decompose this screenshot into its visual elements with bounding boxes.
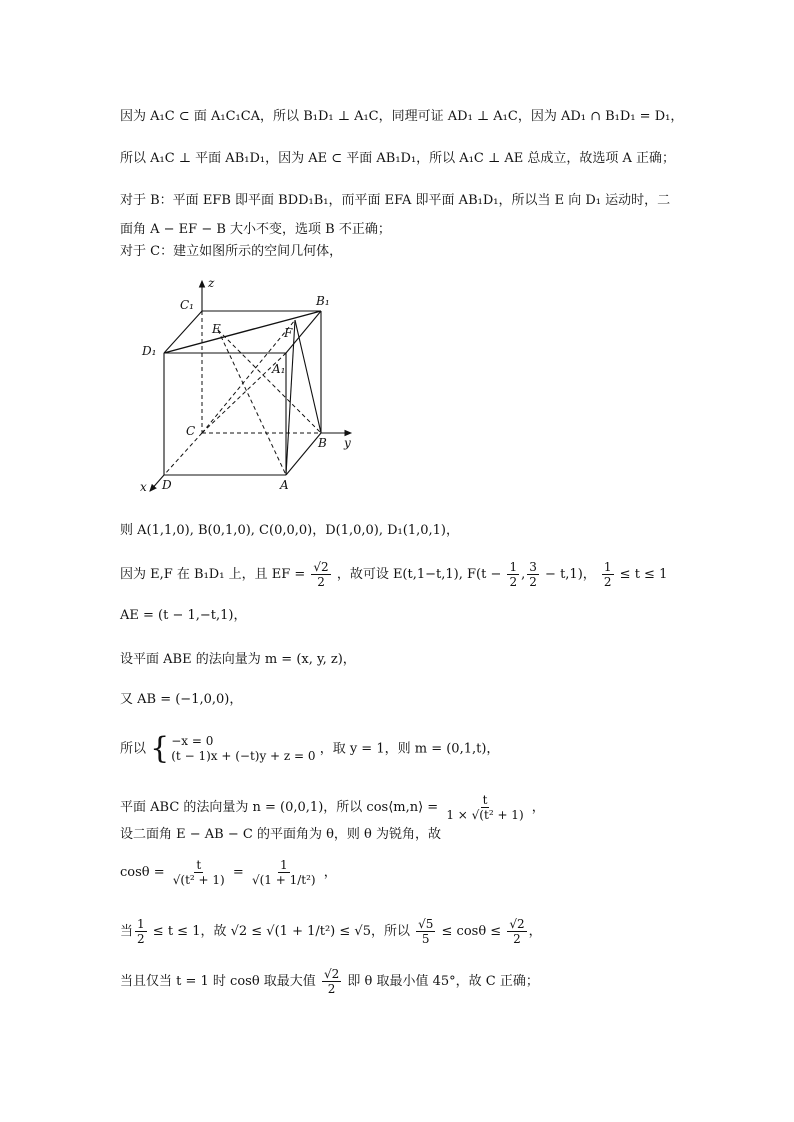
fraction-t-over-sqrt: $\frac{t}{\text{√(t² + 1)}}$ — [172, 858, 225, 887]
fraction-1-over-sqrt: $\frac{1}{\text{√(1 + 1/t²)}}$ — [251, 858, 316, 887]
label-c: C — [186, 424, 196, 438]
line-e-a — [218, 330, 286, 475]
text-line-4: 面角 A − EF − B 大小不变，选项 B 不正确； — [120, 222, 391, 237]
fraction-sqrt5-over-5: $\frac{√5}{5}$ — [418, 917, 434, 946]
fraction-sqrt2-over-2: $\frac{√2}{2}$ — [313, 560, 329, 589]
equation-system: { −x = 0 (t − 1)x + (−t)y + z = 0 — [150, 731, 316, 766]
text-line-16: 当且仅当 t = 1 时 cosθ 取最大值 $\frac{√2}{2}$ 即 θ 取最小值 45°，故 C 正确； — [120, 967, 539, 996]
fraction-3-over-2: $\frac{3}{2}$ — [529, 560, 537, 589]
fraction-cos-mn: $\frac{t}{\text{1 × √(t² + 1)}}$ — [446, 793, 524, 822]
line-c-f — [202, 320, 295, 433]
fraction-sqrt2-over-2-b: $\frac{√2}{2}$ — [509, 917, 525, 946]
label-e: E — [212, 322, 221, 336]
label-b1: B₁ — [316, 294, 330, 308]
cube-figure — [138, 275, 368, 500]
text-line-11: 所以 { −x = 0 (t − 1)x + (−t)y + z = 0 ，取 y = 1，则 m = (0,1,t)， — [120, 731, 500, 766]
text-line-14: cosθ = $\frac{t}{\text{√(t² + 1)}}$ = $\frac{1}{\text{√(1 + 1/t²)}}$ ， — [120, 858, 337, 887]
label-d: D — [162, 478, 172, 492]
text-line-9: 设平面 ABE 的法向量为 m = (x, y, z)， — [120, 652, 356, 667]
edge-d1-c1 — [164, 311, 202, 353]
text-line-5: 对于 C：建立如图所示的空间几何体， — [120, 244, 343, 259]
fraction-1-over-2-range: $\frac{1}{2}$ — [603, 560, 612, 589]
text-line-7: 因为 E,F 在 B₁D₁ 上，且 EF = $\frac{√2}{2}$ ，故可设 E(t,1−t,1), F(t − $\frac{1}{2}$ , $\frac{3}{2}$ − t,1)， $\frac{1}{2}$ ≤ t ≤ 1 — [120, 560, 668, 589]
edge-c-d — [164, 433, 202, 475]
label-a: A — [280, 478, 289, 492]
fraction-1-over-2: $\frac{1}{2}$ — [509, 560, 518, 589]
fraction-half: $\frac{1}{2}$ — [137, 917, 145, 946]
text-line-15: 当 $\frac{1}{2}$ ≤ t ≤ 1，故 √2 ≤ √(1 + 1/t²) ≤ √5，所以 $\frac{√5}{5}$ ≤ cosθ ≤ $\frac{√2}{2}$ ， — [120, 917, 542, 946]
label-f: F — [284, 326, 293, 340]
text-line-1: 因为 A₁C ⊂ 面 A₁C₁CA，所以 B₁D₁ ⊥ A₁C，同理可证 AD₁ ⊥ A₁C，因为 AD₁ ∩ B₁D₁ = D₁， — [120, 109, 684, 124]
label-d1: D₁ — [142, 344, 157, 358]
label-z: z — [208, 276, 215, 290]
label-a1: A₁ — [272, 362, 286, 376]
label-y: y — [344, 436, 351, 450]
text-line-2: 所以 A₁C ⊥ 平面 AB₁D₁，因为 AE ⊂ 平面 AB₁D₁，所以 A₁C ⊥ AE 总成立，故选项 A 正确； — [120, 151, 676, 166]
label-x: x — [140, 480, 147, 494]
edge-a-b — [286, 433, 321, 475]
label-c1: C₁ — [180, 298, 194, 312]
text-line-6: 则 A(1,1,0), B(0,1,0), C(0,0,0)，D(1,0,0), D₁(1,0,1)， — [120, 523, 459, 538]
text-line-8: AE = (t − 1,−t,1)， — [120, 608, 247, 623]
line-e-b — [218, 330, 321, 433]
text-line-3: 对于 B：平面 EFB 即平面 BDD₁B₁，而平面 EFA 即平面 AB₁D₁，所以当 E 向 D₁ 运动时，二 — [120, 193, 671, 208]
text-line-13: 设二面角 E − AB − C 的平面角为 θ，则 θ 为锐角，故 — [120, 827, 442, 842]
text-line-12: 平面 ABC 的法向量为 n = (0,0,1)，所以 cos⟨m,n⟩ = $\frac{t}{\text{1 × √(t² + 1)}}$ ， — [120, 793, 545, 822]
fraction-sqrt2-over-2-c: $\frac{√2}{2}$ — [323, 967, 340, 996]
line-f-a — [286, 320, 295, 475]
line-f-b — [295, 320, 321, 433]
text-line-10: 又 AB = (−1,0,0)， — [120, 692, 243, 707]
label-b: B — [318, 436, 327, 450]
